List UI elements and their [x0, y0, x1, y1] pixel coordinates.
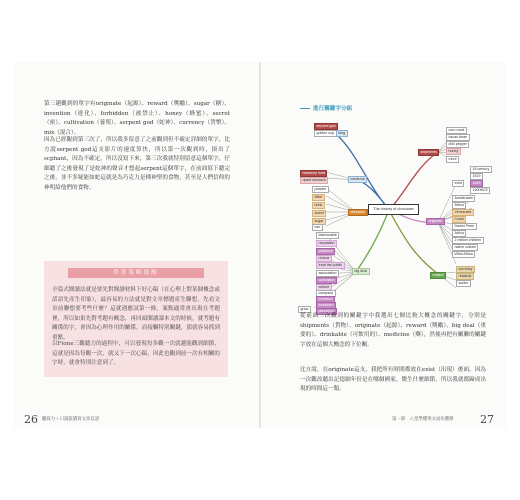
left-page-number: 26 [24, 413, 38, 426]
mm-node-18-century: 18 century [470, 166, 492, 173]
mm-node-1900bce: 1900BCE [470, 187, 490, 194]
mm-node-bitter: bitter [312, 194, 325, 201]
mm-node-association: association [316, 270, 339, 277]
mm-node-originate: originate [426, 218, 445, 225]
right-paragraph-2: 比方說，在originate這支，我把所有時間都放在exist（出現）後面，因為一次觀改聽出記憶網年份是在哪個國家，微生什麼細節，所以我就都歸成出現的時間這一類。 [300, 367, 486, 393]
mm-node-mix: mix [312, 224, 323, 231]
mm-node-venezuela: Venezuela [452, 209, 474, 216]
right-page-number: 27 [480, 413, 494, 426]
mm-node-more: more [446, 156, 459, 163]
mm-node-fashionable: fashionable [316, 232, 339, 239]
section-title [300, 104, 352, 112]
mm-node-upset-stomach: upset stomach [300, 177, 328, 184]
mind-map [296, 112, 490, 313]
mm-node-reduce: reduce [316, 255, 332, 262]
left-paragraph-1: 第三趟觀到的單字有originate（起源）、reward（獎勵）、sugar（糖）、invention（進化）、forbidden（被禁止）、honey（蜂蜜）、secret（密）、cultivation（養殖）、serpent god（蛇神）、currency（貨幣）、mix（混合）。 [44, 101, 230, 136]
left-paragraph-2: 因為已經觀到第三次了，所以我多留意了之前觀到但不確定詳細的單字，比方說serpent god這支影片的速度算快，所以第一次觀到時，掛出了scphant，因為不確定，所以沒寫下來，第三次我就特別留意這個單字，仔細聽了之後發現了是蛇神的聲音才想起serpent這個單字，在前面寫下聽完之後，並不多疑能如蛇這就是為巧克力是種神聖的食物，甚至是人們信仰的神明給他們的食物。 [44, 137, 230, 191]
mm-node-positions: positions [316, 248, 335, 255]
study-tip-box [44, 261, 228, 377]
mm-node-medicine: medicine [348, 176, 367, 183]
mm-node-reward: reward [430, 272, 446, 279]
mm-node-honey: honey [446, 148, 461, 155]
mm-node-company: company [316, 290, 336, 297]
book-spread [14, 62, 506, 428]
right-page [260, 62, 506, 428]
section-title-text: 進行關鍵字分組 [313, 106, 353, 112]
mm-node-solder: solder [456, 280, 471, 287]
mm-node-drink: drink [312, 202, 325, 209]
mm-node-drinkable: drinkable [348, 209, 368, 216]
right-paragraph-1: 從前面三次觀到的關鍵字中我選出七個比較大概念的關鍵字，分別是shipments（貨物）、originate（起源）、reward（獎勵）、big deal（重要的）、drinkable（可飲用的）、medicine（藥），然後再把有關聯的關鍵字放在這個大概念的下位關。 [300, 313, 486, 348]
mm-node-native-culture: native culture [452, 244, 478, 251]
mm-node-1828: 1828 [470, 180, 483, 187]
mm-node-golden-cup: golden cup [314, 130, 337, 137]
mm-node-amsterdam: Amsterdam [452, 195, 475, 202]
mm-node-reputation: reputation [316, 240, 337, 247]
mm-node-shipments: shipments [418, 149, 439, 156]
mm-node-forbidden: forbidden [316, 302, 336, 309]
mm-node-heavenly-food: heavenly food [300, 170, 327, 177]
mm-node-serpent-god: serpent god [314, 123, 338, 130]
mm-center-node: The history of chocolate [368, 204, 419, 215]
mm-node-exist: exist [452, 180, 464, 187]
mm-node-treat-the-public: treat the public [316, 262, 345, 269]
mm-node-currency: currency [456, 266, 475, 273]
right-footer-text: 第一部 八堂學懂英文成功選擇 [392, 417, 454, 422]
mm-node-daniel-peter: Daniel Peter [452, 223, 477, 230]
mm-node-powder: powder [312, 186, 329, 193]
mm-node-1519: 1519 [470, 173, 483, 180]
mm-node-culture: culture [316, 284, 332, 291]
mm-node-corn-meal: corn meal [446, 127, 467, 134]
mm-node-cultivation: cultivation [316, 277, 337, 284]
mm-node-africa-2: Africa [452, 230, 466, 237]
mm-node-plantation: plantation [316, 308, 337, 315]
mm-node-invention: invention [316, 296, 335, 303]
mm-node-2-million-children: 2 million children [452, 237, 484, 244]
mm-node-grow: grow [298, 306, 311, 313]
mm-node-cacao-bean: cacao bean [446, 134, 470, 141]
mm-node-big-deal: big deal [352, 268, 370, 275]
mm-node-chili-pepper: chili pepper [446, 141, 469, 148]
tip-paragraph-2: 以Fione三觀聽力的過程中，可以發現每多觀一次就越能觀到細節，這就是因為每觀一次，就又下一次心稿，因此也觀到前一次有相關的字時，就會特別注意到了。 [52, 341, 220, 367]
mm-node-africa: Africa [452, 202, 466, 209]
title-dash-icon [300, 108, 310, 110]
tip-title: 學習策略提醒 [68, 268, 204, 278]
mm-node-king: king [336, 130, 348, 137]
mm-node-sweet: sweet [312, 210, 326, 217]
mm-node-coast: Coast [452, 216, 466, 223]
left-footer-text: 聽寫力＋口說說讀寫文章以語 [42, 417, 100, 422]
tip-paragraph-1: 全篇式閱讀法就是要先對閱讀材料下好心稿（在心理上對某個概念或話語先產生印象），最容易的方法就是對文章標題產生聯想，先看文章前聯想要考些什麼？這就遇應試第一條，案點適常會出現在考題裡，所以如果先對考題有概念，再回頭閱讀課本文的時候，就考題有關係的字，會因為心理作用的關係，而接觸特別關鍵，那就容易抓到重點。 [52, 287, 220, 341]
mm-node-rewards: rewards [456, 273, 474, 280]
mm-node-west-africa: West Africa [452, 251, 475, 258]
mm-node-sugar: sugar [312, 218, 326, 225]
left-page [14, 62, 260, 428]
